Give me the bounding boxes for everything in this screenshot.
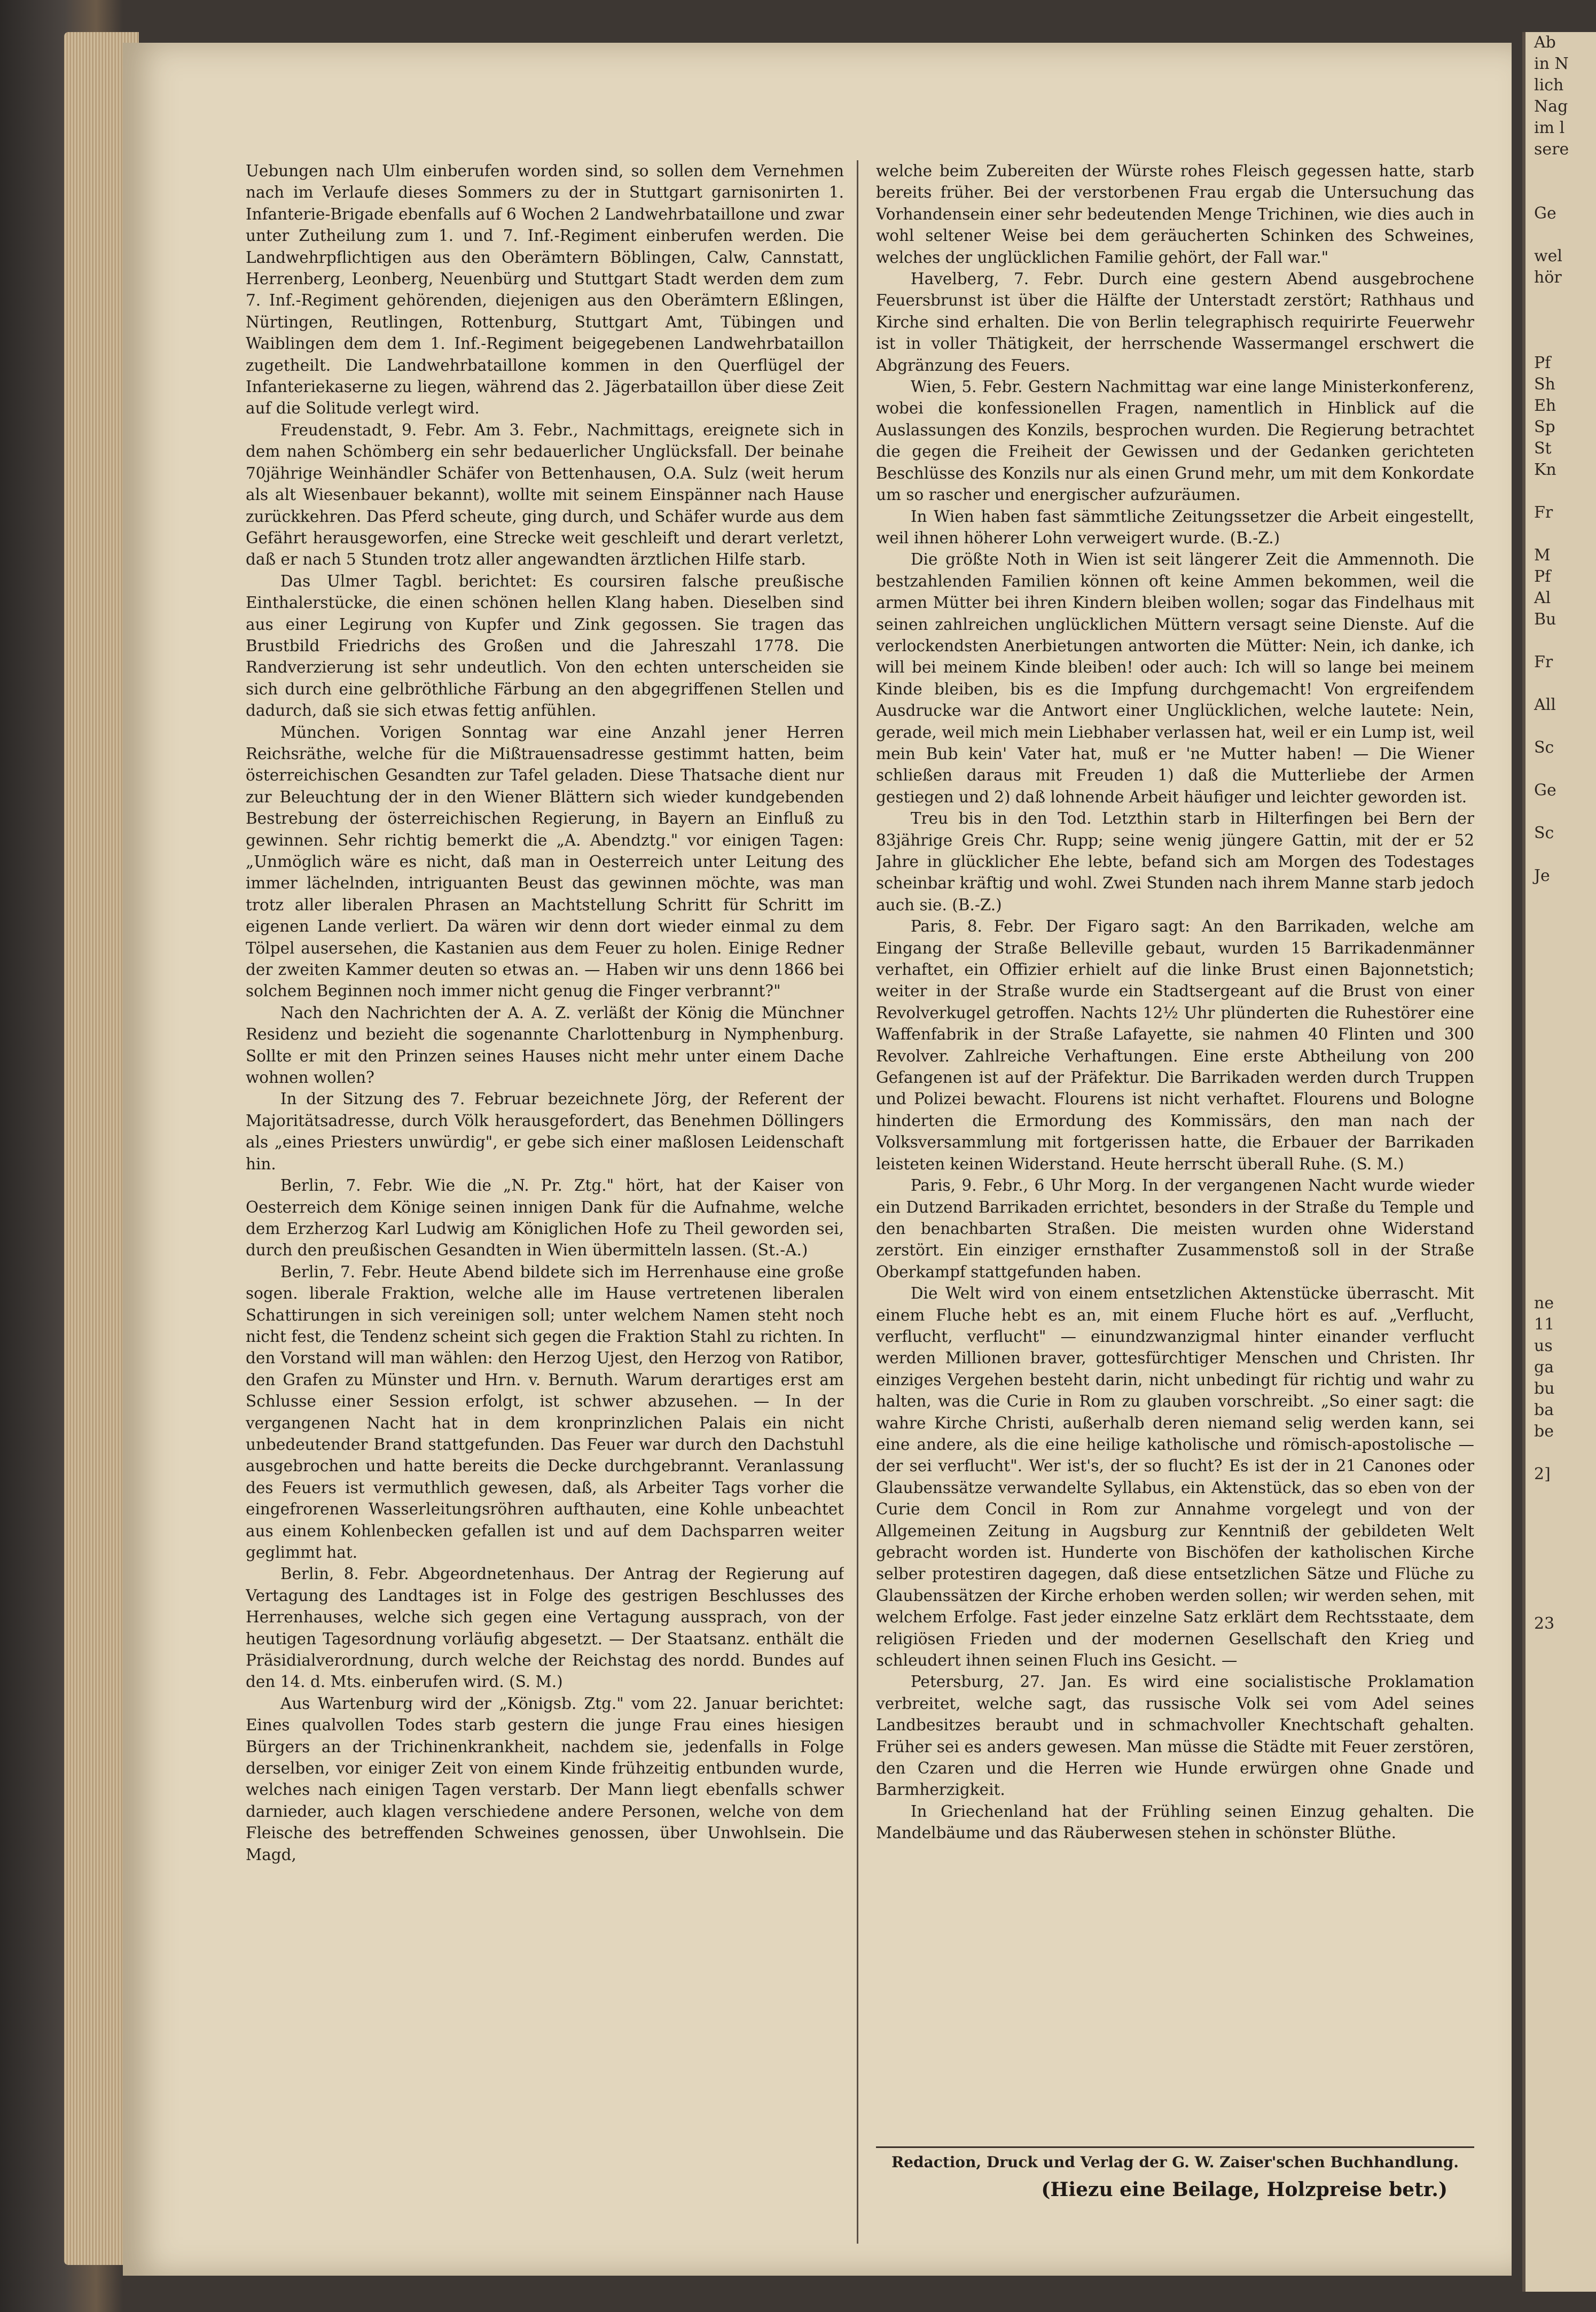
- column-divider: [857, 160, 858, 2244]
- adjacent-page-text: [1525, 1229, 1596, 1250]
- adjacent-page-text: Eh: [1534, 396, 1556, 415]
- adjacent-page-text: ga: [1534, 1358, 1554, 1377]
- adjacent-page-text: [1525, 759, 1596, 780]
- adjacent-page-text: sere: [1534, 140, 1569, 159]
- adjacent-page-text: [1525, 1165, 1596, 1186]
- adjacent-page-text: [1525, 1079, 1596, 1100]
- adjacent-page-text: St: [1534, 439, 1552, 458]
- adjacent-page-text: [1525, 1442, 1596, 1464]
- article-paragraph: Berlin, 7. Febr. Heute Abend bildete sich im Herrenhause eine große sogen. liberale Fraktion, welche alle im Hause vertretenen liberalen Schattirungen in sich vereinigen soll; unter welchem Namen steht noch nicht fest, die Tendenz scheint sich gegen die Fraktion Stahl zu richten. In den Vorstand will man wählen: den Herzog Ujest, den Herzog von Ratibor, den Grafen zu Münster und Hrn. v. Bernuth. Warum derartiges erst am Schlusse einer Session erfolgt, ist schwer abzusehen. — In der vergangenen Nacht hat in dem kronprinzlichen Palais ein nicht unbedeutender Brand stattgefunden. Das Feuer war durch den Dachstuhl ausgebrochen und hatte bereits die Decke durchgebrannt. Veranlassung des Feuers ist vermuthlich gewesen, daß, als Arbeiter Tags vorher die eingefrorenen Wasserleitungsröhren aufthauten, eine Kohle unbeachtet aus einem Kohlenbecken gefallen ist und auf dem Dachsparren weiter geglimmt hat.: [246, 1262, 844, 1561]
- adjacent-page-text: Sh: [1534, 375, 1555, 394]
- adjacent-page-text: wel: [1534, 247, 1563, 265]
- adjacent-page-text: in N: [1534, 54, 1569, 73]
- adjacent-page-text: [1525, 1506, 1596, 1528]
- adjacent-page-text: M: [1534, 546, 1551, 565]
- adjacent-page-text: [1525, 1015, 1596, 1036]
- adjacent-page-text: Pf: [1534, 354, 1551, 372]
- adjacent-page-text: [1525, 481, 1596, 502]
- article-paragraph: In der Sitzung des 7. Februar bezeichnete Jörg, der Referent der Majoritätsadresse, durch Völk herausgefordert, das Benehmen Döllingers als „eines Priesters unwürdig", er gebe sich einer maßlosen Leidenschaft hin.: [246, 1090, 844, 1173]
- adjacent-page-text: Ab: [1534, 33, 1556, 52]
- article-paragraph: Havelberg, 7. Febr. Durch eine gestern Abend ausgebrochene Feuersbrunst ist über die Hälfte der Unterstadt zerstört; Rathhaus und Kirche sind erhalten. Die von Berlin telegraphisch requirirte Feuerwehr ist in voller Thätigkeit, der herrschende Wassermangel erschwert die Abgränzung des Feuers.: [876, 270, 1474, 374]
- adjacent-page-text: [1525, 930, 1596, 951]
- adjacent-page-text: [1525, 1271, 1596, 1293]
- adjacent-page-text: Sc: [1534, 738, 1554, 757]
- adjacent-page-text: [1525, 524, 1596, 545]
- adjacent-page-text: im l: [1534, 119, 1565, 137]
- adjacent-page-text: [1525, 1143, 1596, 1165]
- adjacent-page-text: [1525, 1122, 1596, 1143]
- adjacent-page-text: [1525, 630, 1596, 652]
- adjacent-page-text: us: [1534, 1337, 1553, 1355]
- adjacent-page-text: Ge: [1534, 204, 1556, 223]
- adjacent-page-text: [1525, 160, 1596, 182]
- adjacent-page-text: [1525, 1036, 1596, 1058]
- adjacent-page-text: Kn: [1534, 460, 1556, 479]
- article-paragraph: Berlin, 8. Febr. Abgeordnetenhaus. Der Antrag der Regierung auf Vertagung des Landtages ist in Folge des gestrigen Beschlusses des Herrenhauses, welche sich gegen eine Vertagung aussprach, von der heutigen Tagesordnung vorläufig abgesetzt. — Der Staatsanz. enthält die Präsidialverordnung, durch welche der Reichstag des nordd. Bundes auf den 14. d. Mts. einberufen wird. (S. M.): [246, 1565, 844, 1691]
- supplement-notice: (Hiezu eine Beilage, Holzpreise betr.): [1041, 2178, 1448, 2201]
- article-paragraph: Paris, 8. Febr. Der Figaro sagt: An den Barrikaden, welche am Eingang der Straße Belleville gebaut, wurden 15 Barrikadenmänner verhaftet, ein Offizier erhielt auf die linke Brust einen Bajonnetstich; weiter in der Straße wurde ein Stadtsergeant auf die Brust von einer Revolverkugel getroffen. Nachts 12½ Uhr plünderten die Ruhestörer eine Waffenfabrik in der Straße Lafayette, sie nahmen 40 Flinten und 300 Revolver. Zahlreiche Verhaftungen. Eine erste Abtheilung von 200 Gefangenen ist auf der Präfektur. Die Barrikaden werden durch Truppen und Polizei bewacht. Flourens ist nicht verhaftet. Flourens und Bologne hinderten die Ermordung des Kommissärs, den man nach der Volksversammlung mit fortgerissen hatte, die Erbauer der Barrikaden leisteten keinen Widerstand. Heute herrscht überall Ruhe. (S. M.): [876, 917, 1474, 1173]
- adjacent-page-text: [1525, 331, 1596, 353]
- adjacent-page-text: [1525, 182, 1596, 203]
- adjacent-page-text: 23: [1534, 1614, 1555, 1633]
- adjacent-page-text: [1525, 1571, 1596, 1592]
- article-paragraph: Treu bis in den Tod. Letzthin starb in Hilterfingen bei Bern der 83jährige Greis Chr. Rupp; seine wenig jüngere Gattin, mit der er 52 Jahre in glücklicher Ehe lebte, befand sich am Morgen des Todestages scheinbar kräftig und wohl. Zwei Stunden nach ihrem Manne starb jedoch auch sie. (B.-Z.): [876, 809, 1474, 914]
- adjacent-page-text: Fr: [1534, 503, 1553, 522]
- article-paragraph: In Griechenland hat der Frühling seinen Einzug gehalten. Die Mandelbäume und das Räuberwesen stehen in schönster Blüthe.: [876, 1802, 1474, 1842]
- adjacent-page-text: [1525, 1592, 1596, 1613]
- adjacent-page-text: Pf: [1534, 567, 1551, 586]
- adjacent-page-text: [1525, 288, 1596, 310]
- article-paragraph: welche beim Zubereiten der Würste rohes Fleisch gegessen hatte, starb bereits früher. Bei der verstorbenen Frau ergab die Untersuchung das Vorhandensein einer sehr bedeutenden Menge Trichinen, wie dies auch in wohl seltener Weise bei dem geräucherten Schinken des Schweines, welches der unglücklichen Familie gehört, der Fall war.": [876, 162, 1474, 267]
- adjacent-page-text: [1525, 224, 1596, 246]
- publisher-imprint: Redaction, Druck und Verlag der G. W. Zaiser'schen Buchhandlung.: [891, 2153, 1459, 2171]
- adjacent-page-text: Al: [1534, 589, 1551, 607]
- imprint-rule: [876, 2146, 1474, 2148]
- adjacent-page-text: hör: [1534, 268, 1562, 287]
- adjacent-page-text: [1525, 1207, 1596, 1229]
- article-paragraph: Paris, 9. Febr., 6 Uhr Morg. In der vergangenen Nacht wurde wieder ein Dutzend Barrikaden errichtet, besonders in der Straße du Temple und den benachbarten Straßen. Die meisten wurden ohne Widerstand zerstört. Ein einziger ernsthafter Zusammenstoß soll in der Straße Oberkampf stattgefunden haben.: [876, 1176, 1474, 1281]
- adjacent-page-text: [1525, 310, 1596, 331]
- adjacent-page-text: [1525, 951, 1596, 972]
- adjacent-page-text: [1525, 994, 1596, 1015]
- left-column: [246, 160, 844, 2276]
- adjacent-page-text: [1525, 1100, 1596, 1122]
- adjacent-page-text: [1525, 887, 1596, 908]
- adjacent-page-text: [1525, 1186, 1596, 1207]
- adjacent-page-text: 11: [1534, 1315, 1555, 1334]
- adjacent-page-text: ba: [1534, 1401, 1554, 1419]
- article-paragraph: Petersburg, 27. Jan. Es wird eine socialistische Proklamation verbreitet, welche sagt, das russische Volk sei vom Adel seines Landbesitzes beraubt und in schmachvoller Knechtschaft gehalten. Früher sei es anders gewesen. Man müsse die Städte mit Feuer zerstören, den Czaren und die Herren wie Hunde erwürgen ohne Gnade und Barmherzigkeit.: [876, 1673, 1474, 1799]
- adjacent-page-text: [1525, 801, 1596, 823]
- adjacent-page-text: [1525, 673, 1596, 694]
- adjacent-page-text: [1525, 1250, 1596, 1271]
- adjacent-page-text: ne: [1534, 1294, 1554, 1313]
- article-paragraph: Wien, 5. Febr. Gestern Nachmittag war eine lange Ministerkonferenz, wobei die konfessionellen Fragen, namentlich in Hinblick auf die Auslassungen des Konzils, besprochen wurden. Die Regierung betrachtet die gegen die Freiheit der Gewissen und der Gedanken gerichteten Beschlüsse des Konzils nur als einen Grund mehr, um mit dem Konkordate um so rascher und energischer aufzuräumen.: [876, 378, 1474, 504]
- adjacent-page-text: Sc: [1534, 824, 1554, 842]
- right-column: [876, 160, 1474, 2147]
- adjacent-page-text: [1525, 908, 1596, 930]
- adjacent-page-text: Nag: [1534, 97, 1568, 116]
- adjacent-page-text: All: [1534, 696, 1556, 714]
- adjacent-page-text: [1525, 1485, 1596, 1506]
- article-paragraph: München. Vorigen Sonntag war eine Anzahl jener Herren Reichsräthe, welche für die Mißtrauensadresse gestimmt hatten, beim österreichischen Gesandten zur Tafel geladen. Diese Thatsache dient nur zur Beleuchtung der in den Wiener Blättern sich wieder kundgebenden Bestrebung der österreichischen Regierung, in Bayern an Einfluß zu gewinnen. Sehr richtig bemerkt die „A. Abendztg." vor einigen Tagen: „Unmöglich wäre es nicht, daß man in Oesterreich unter Leitung des immer lächelnden, intriguanten Beust das gewinnen möchte, was man trotz aller liberalen Phrasen an Machtstellung Schritt für Schritt im eigenen Lande verliert. Da wären wir denn dort wieder einmal zu dem Tölpel ausersehen, die Kastanien aus dem Feuer zu holen. Einige Redner der zweiten Kammer deuten so etwas an. — Haben wir uns denn 1866 bei solchem Beginnen noch immer nicht genug die Finger verbrannt?": [246, 723, 844, 1001]
- adjacent-page-text: bu: [1534, 1379, 1555, 1398]
- adjacent-page-text: [1525, 972, 1596, 994]
- adjacent-page-text: Fr: [1534, 653, 1553, 671]
- article-paragraph: Die größte Noth in Wien ist seit längerer Zeit die Ammennoth. Die bestzahlenden Familien können oft keine Ammen bekommen, weil die armen Mütter bei ihren Kindern bleiben wollen; sogar das Findelhaus mit seinen zahlreichen unglücklichen Müttern versagt seine Dienste. Auf die verlockendsten Anerbietungen antworten die Mütter: Nein, ich danke, ich will bei meinem Kinde bleiben! oder auch: Ich will so lange bei meinem Kinde bleiben, bis es die Impfung durchgemacht! Von ergreifendem Ausdrucke war die Antwort einer Unglücklichen, welche lautete: Nein, gerade, weil mich mein Liebhaber verlassen hat, weil er ein Lump ist, weil mein Bub kein' Vater hat, muß er 'ne Mutter haben! — Die Wiener schließen daraus mit Freuden 1) daß die Mutterliebe der Armen gestiegen und 2) daß lohnende Arbeit häufiger und leichter geworden ist.: [876, 550, 1474, 806]
- adjacent-page-text: Bu: [1534, 610, 1556, 629]
- adjacent-page-text: [1525, 1528, 1596, 1549]
- article-paragraph: Das Ulmer Tagbl. berichtet: Es coursiren falsche preußische Einthalerstücke, die einen schönen hellen Klang haben. Dieselben sind aus einer Legirung von Kupfer und Zink gegossen. Sie tragen das Brustbild Friedrichs des Großen und die Jahreszahl 1778. Die Randverzierung ist sehr undeutlich. Von den echten unterscheiden sie sich durch eine gelbröthliche Färbung an den abgegriffenen Stellen und dadurch, daß sie sich etwas fettig anfühlen.: [246, 572, 844, 720]
- article-paragraph: Freudenstadt, 9. Febr. Am 3. Febr., Nachmittags, ereignete sich in dem nahen Schömberg ein sehr bedauerlicher Unglücksfall. Der beinahe 70jährige Weinhändler Schäfer von Bettenhausen, O.A. Sulz (weit herum als alt Wiesenbauer bekannt), wollte mit seinem Einspänner nach Hause zurückkehren. Das Pferd scheute, ging durch, und Schäfer wurde aus dem Gefährt herausgeworfen, eine Strecke weit geschleift und derart verletzt, daß er nach 5 Stunden trotz aller angewandten ärztlichen Hilfe starb.: [246, 420, 844, 569]
- adjacent-page-text: lich: [1534, 76, 1564, 95]
- article-paragraph: Aus Wartenburg wird der „Königsb. Ztg." vom 22. Januar berichtet: Eines qualvollen Todes starb gestern die junge Frau eines hiesigen Bürgers an der Trichinenkrankheit, nachdem sie, jedenfalls in Folge derselben, vor einiger Zeit von einem Kinde frühzeitig entbunden wurde, welches nach einigen Tagen verstarb. Der Mann liegt ebenfalls schwer darnieder, auch klagen verschiedene andere Personen, welche von dem Fleische des betreffenden Schweines genossen, über Unwohlsein. Die Magd,: [246, 1694, 844, 1864]
- adjacent-page-text: [1525, 1549, 1596, 1571]
- adjacent-page-text: Je: [1534, 866, 1550, 885]
- article-paragraph: Berlin, 7. Febr. Wie die „N. Pr. Ztg." hört, hat der Kaiser von Oesterreich dem Könige seinen innigen Dank für die Aufnahme, welche dem Erzherzog Karl Ludwig am Königlichen Hofe zu Theil geworden sei, durch den preußischen Gesandten in Wien übermitteln lassen. (St.-A.): [246, 1176, 844, 1260]
- adjacent-page-text: [1525, 716, 1596, 737]
- article-paragraph: Nach den Nachrichten der A. A. Z. verläßt der König die Münchner Residenz und bezieht die sogenannte Charlottenburg in Nymphenburg. Sollte er mit den Prinzen seines Hauses nicht mehr unter einem Dache wohnen wollen?: [246, 1003, 844, 1087]
- article-paragraph: Die Welt wird von einem entsetzlichen Aktenstücke überrascht. Mit einem Fluche hebt es an, mit einem Fluche hört es auf. „Verflucht, verflucht, verflucht" — einundzwanzigmal hinter einander verflucht werden Millionen braver, gottesfürchtiger Menschen und Christen. Ihr einziges Vergehen besteht darin, nicht unbedingt für richtig und wahr zu halten, was die Curie in Rom zu glauben vorschreibt. „So einer sagt: die wahre Kirche Christi, außerhalb deren niemand selig werden kann, sei eine andere, als die eine heilige katholische und römisch-apostolische — der sei verflucht". Wer ist's, der so flucht? Es ist der in 21 Canones oder Glaubenssätze verwandelte Syllabus, ein Aktenstück, das so eben von der Curie dem Concil in Rom zur Annahme vorgelegt und von der Allgemeinen Zeitung in Augsburg zur Kenntniß der gebildeten Welt gebracht worden ist. Hunderte von Bischöfen der katholischen Kirche selber protestiren dagegen, daß diese entsetzlichen Sätze und Flüche zu Glaubenssätzen der Kirche erhoben werden sollen; wir werden sehen, mit welchem Erfolge. Fast jeder einzelne Satz erklärt dem Rechtsstaate, dem religiösen Frieden und der modernen Gesellschaft den Krieg und schleudert ihnen seinen Fluch ins Gesicht. —: [876, 1284, 1474, 1670]
- adjacent-page-text: [1525, 844, 1596, 865]
- adjacent-page-text: be: [1534, 1422, 1554, 1441]
- adjacent-page-text: 2]: [1534, 1465, 1551, 1483]
- article-paragraph: Uebungen nach Ulm einberufen worden sind, so sollen dem Vernehmen nach im Verlaufe dieses Sommers zu der in Stuttgart garnisonirten 1. Infanterie-Brigade ebenfalls auf 6 Wochen 2 Landwehrbataillone und zwar unter Zutheilung zum 1. und 7. Inf.-Regiment einberufen werden. Die Landwehrpflichtigen aus den Oberämtern Böblingen, Calw, Cannstatt, Herrenberg, Leonberg, Neuenbürg und Stuttgart Stadt werden dem zum 7. Inf.-Regiment gehörenden, diejenigen aus den Oberämtern Eßlingen, Nürtingen, Reutlingen, Rottenburg, Stuttgart Amt, Tübingen und Waiblingen dem dem 1. Inf.-Regiment beigegebenen Landwehrbataillon zugetheilt. Die Landwehrbataillone kommen in den Querflügel der Infanteriekaserne zu liegen, während das 2. Jägerbataillon über diese Zeit auf die Solitude verlegt wird.: [246, 162, 844, 418]
- adjacent-page-text: [1525, 1058, 1596, 1079]
- adjacent-page-text: Sp: [1534, 418, 1555, 436]
- article-paragraph: In Wien haben fast sämmtliche Zeitungssetzer die Arbeit eingestellt, weil ihnen höherer Lohn verweigert wurde. (B.-Z.): [876, 507, 1474, 547]
- adjacent-page-text: Ge: [1534, 781, 1556, 800]
- adjacent-page-fragment: [1522, 32, 1596, 2292]
